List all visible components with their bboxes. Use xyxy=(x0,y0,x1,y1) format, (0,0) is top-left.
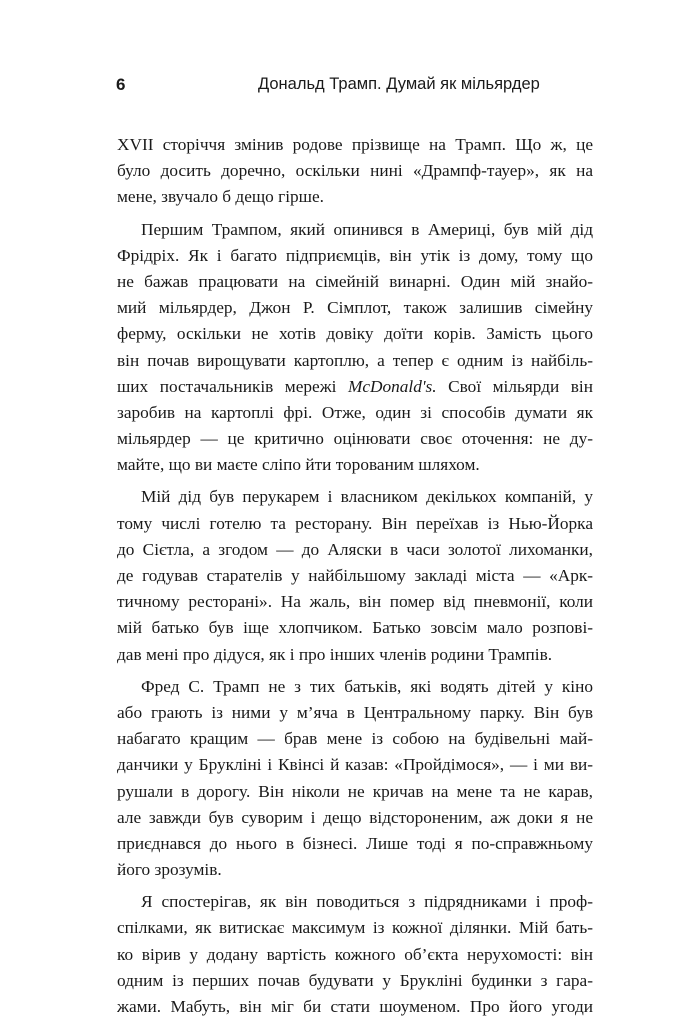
paragraph-3 xyxy=(117,484,593,667)
text-line-with-brand xyxy=(117,374,593,400)
page-number: 6 xyxy=(116,75,126,94)
text-line: дав мені про дідуся, як і про інших членів родини Трампів. xyxy=(117,644,553,664)
text-line: спілками, як витискає максимум із кожної ділянки. Мій бать- xyxy=(117,918,593,938)
text-line: ферму, оскільки не хотів довіку доїти корів. Замість цього xyxy=(117,324,593,344)
text-line: де годував старателів у найбільшому закладі міста — «Арк- xyxy=(117,566,593,585)
text-line: одним із перших почав будувати у Брукліні будинки з гара- xyxy=(117,970,593,990)
text-line: мільярдер — це критично оцінювати своє оточення: не ду- xyxy=(117,429,593,449)
text-segment: Свої мільярди він xyxy=(448,376,593,396)
paragraph-5 xyxy=(117,889,593,1020)
text-line: набагато кращим — брав мене із собою на будівельні май- xyxy=(117,729,593,749)
text-line: його зрозумів. xyxy=(117,860,222,880)
text-line: Першим Трампом, який опинився в Америці, був мій дід xyxy=(141,219,593,239)
text-line: він почав вирощувати картоплю, а тепер є одним із найбіль- xyxy=(117,350,593,370)
text-line: XVII сторіччя змінив родове прізвище на Трамп. Що ж, це xyxy=(117,135,593,154)
text-line: тому числі готелю та ресторану. Він переїхав із Нью-Йорка xyxy=(117,513,593,533)
text-line: мене, звучало б дещо гірше. xyxy=(117,187,324,207)
text-line: але завжди був суворим і дещо відстороненим, аж доки я не xyxy=(117,807,593,827)
paragraph-1 xyxy=(117,132,593,211)
text-line: мій батько був іще хлопчиком. Батько зовсім мало розпові- xyxy=(117,618,593,638)
text-line: Фрідріх. Як і багато підприємців, він утік із дому, тому що xyxy=(117,245,593,265)
running-title: Дональд Трамп. Думай як мільярдер xyxy=(258,75,540,93)
text-line: Я спостерігав, як він поводиться з підрядниками і проф- xyxy=(141,892,593,912)
text-line: рушали в дорогу. Він ніколи не кричав на мене та не карав, xyxy=(117,781,593,801)
text-line: мий мільярдер, Джон Р. Сімплот, також залишив сімейну xyxy=(117,298,593,318)
text-line: було досить доречно, оскільки нині «Дрампф-тауер», як на xyxy=(117,161,593,181)
text-line: або грають із ними у м’яча в Центральному парку. Він був xyxy=(117,702,593,722)
brand-name-italic: McDonald's. xyxy=(347,376,437,396)
text-line: жами. Мабуть, він міг би стати шоуменом. Про його угоди xyxy=(117,997,593,1016)
text-line: тичному ресторані». На жаль, він помер від пневмонії, коли xyxy=(117,592,593,612)
text-line: заробив на картоплі фрі. Отже, один зі способів думати як xyxy=(117,402,593,422)
text-line: не бажав працювати на сімейній винарні. Один мій знайо- xyxy=(117,271,593,291)
text-line: до Сієтла, а згодом — до Аляски в часи золотої лихоманки, xyxy=(117,539,593,559)
text-line: майте, що ви маєте сліпо йти торованим шляхом. xyxy=(117,455,480,475)
text-line: приєднався до нього в бізнесі. Лише тоді я по-справжньому xyxy=(117,833,593,853)
paragraph-2 xyxy=(117,217,593,479)
running-header xyxy=(0,75,682,101)
body-text xyxy=(117,132,593,1020)
text-line: данчики у Брукліні і Квінсі й казав: «Пройдімося», — і ми ви- xyxy=(117,755,593,775)
text-segment: ших постачальників мережі xyxy=(117,376,337,396)
text-line: Фред С. Трамп не з тих батьків, які водять дітей у кіно xyxy=(141,676,593,696)
text-line: Мій дід був перукарем і власником декількох компаній, у xyxy=(141,487,593,507)
paragraph-4 xyxy=(117,674,593,884)
text-line: ко вірив у додану вартість кожного об’єкта нерухомості: він xyxy=(117,944,593,964)
